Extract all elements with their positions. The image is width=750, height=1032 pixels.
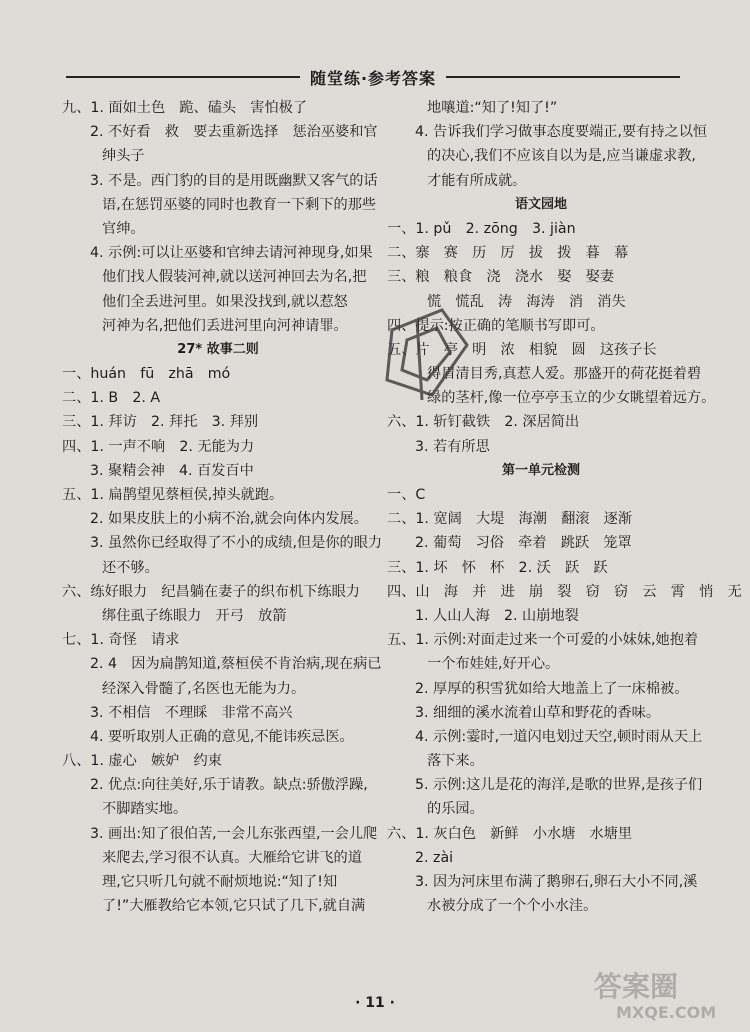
answer-line: 得眉清目秀,真惹人爱。那盛开的荷花挺着碧 — [427, 366, 702, 383]
answer-line: 二、1. B 2. A — [62, 390, 161, 407]
header-rule-right — [446, 76, 680, 78]
answer-line: 2. zài — [415, 849, 454, 866]
section-heading: 第一单元检测 — [501, 462, 580, 478]
section-heading: 27* 故事二则 — [177, 341, 259, 357]
answer-line: 一个布娃娃,好开心。 — [427, 656, 560, 673]
answer-line: 一、1. pǔ 2. zōng 3. jiàn — [387, 220, 576, 237]
answer-line: 落下来。 — [427, 753, 484, 770]
page-number: · 11 · — [355, 995, 395, 1011]
watermark-url: MXQE.COM — [616, 1003, 717, 1022]
answer-line: 5. 示例:这儿是花的海洋,是歌的世界,是孩子们 — [415, 777, 703, 794]
answer-line: 绑住虱子练眼力 开弓 放箭 — [102, 607, 287, 624]
header-rule-left — [66, 76, 300, 78]
answer-line: 2. 不好看 救 要去重新选择 惩治巫婆和官 — [90, 124, 378, 141]
right-column — [387, 96, 742, 918]
answer-line: 他们全丢进河里。如果没找到,就以惹怒 — [102, 293, 348, 310]
answer-line: 六、练好眼力 纪昌躺在妻子的织布机下练眼力 — [62, 583, 360, 600]
answer-line: 来爬去,学习很不认真。大雁给它讲飞的道 — [102, 849, 362, 866]
answer-line: 六、1. 斩钉截铁 2. 深居简出 — [387, 414, 580, 431]
answer-line: 五、1. 扁鹊望见蔡桓侯,掉头就跑。 — [62, 487, 284, 503]
answer-line: 他们找人假装河神,就以送河神回去为名,把 — [102, 269, 367, 286]
answer-line: 二、寨 赛 历 厉 拔 拨 暮 幕 — [387, 245, 629, 262]
answer-line: 的乐园。 — [427, 801, 484, 818]
answer-line: 2. 优点:向往美好,乐于请教。缺点:骄傲浮躁, — [90, 777, 368, 794]
answer-line: 四、山 海 并 进 崩 裂 窃 窃 云 霄 悄 无 — [387, 583, 742, 600]
answer-line: 3. 画出:知了很伯苦,一会儿东张西望,一会儿爬 — [90, 825, 378, 842]
answer-line: 3. 细细的溪水流着山草和野花的香味。 — [415, 704, 661, 721]
answer-line: 2. 4 因为扁鹊知道,蔡桓侯不肯治病,现在病已 — [90, 656, 382, 673]
watermark-logo-icon — [586, 962, 736, 1022]
answer-line: 语,在惩罚巫婆的同时也教育一下剩下的那些 — [102, 196, 377, 213]
answer-line: 4. 示例:可以让巫婆和官绅去请河神现身,如果 — [90, 245, 373, 262]
answer-line: 3. 聚精会神 4. 百发百中 — [90, 462, 254, 479]
answer-line: 三、粮 粮食 浇 浇水 娶 娶妻 — [387, 269, 615, 286]
answer-line: 2. 厚厚的积雪犹如给大地盖上了一床棉被。 — [415, 680, 689, 697]
answer-line: 水被分成了一个个小水洼。 — [427, 898, 598, 915]
answer-line: 3. 不相信 不理睬 非常不高兴 — [90, 704, 293, 721]
answer-line: 4. 示例:霎时,一道闪电划过天空,顿时雨从天上 — [415, 728, 703, 745]
answer-line: 六、1. 灰白色 新鲜 小水塘 水塘里 — [387, 825, 633, 842]
answer-line: 还不够。 — [102, 559, 159, 576]
answer-line: 不脚踏实地。 — [102, 801, 188, 818]
answer-line: 官绅。 — [102, 220, 145, 237]
answer-line: 绅头子 — [102, 148, 145, 165]
watermark-text: 答案圈 — [594, 970, 679, 1003]
answer-line: 四、1. 一声不响 2. 无能为力 — [62, 438, 255, 455]
answer-line: 理,它只听几句就不耐烦地说:“知了!知 — [102, 874, 338, 890]
answer-line: 地嚷道:“知了!知了!” — [427, 100, 558, 116]
answer-line: 八、1. 虚心 嫉妒 约束 — [62, 753, 222, 770]
answer-line: 经深入骨髓了,名医也无能为力。 — [102, 680, 306, 697]
answer-line: 3. 不是。西门豹的目的是用既幽默又客气的话 — [90, 172, 378, 189]
answer-line: 了!”大雁教给它本领,它只试了几下,就自满 — [102, 898, 366, 915]
answer-line: 一、C — [387, 487, 426, 503]
answer-line: 五、片 亭 明 浓 相貌 圆 这孩子长 — [387, 341, 657, 358]
answer-line: 三、1. 坏 怀 杯 2. 沃 跃 跃 — [387, 559, 608, 576]
answer-line: 3. 因为河床里布满了鹅卵石,卵石大小不同,溪 — [415, 874, 698, 890]
header-title: 随堂练·参考答案 — [309, 68, 437, 88]
answer-line: 2. 葡萄 习俗 牵着 跳跃 笼罩 — [415, 535, 632, 552]
answer-line: 五、1. 示例:对面走过来一个可爱的小妹妹,她抱着 — [387, 632, 699, 649]
answer-line: 2. 如果皮肤上的小病不治,就会向体内发展。 — [90, 511, 368, 528]
answer-line: 一、huán fū zhā mó — [62, 366, 231, 383]
answer-line: 3. 若有所思 — [415, 438, 490, 455]
answer-line: 慌 慌乱 涛 海涛 消 消失 — [427, 293, 626, 310]
answer-line: 河神为名,把他们丢进河里向河神请罪。 — [102, 317, 348, 334]
answer-line: 的决心,我们不应该自以为是,应当谦虚求教, — [427, 148, 696, 165]
answer-line: 二、1. 宽阔 大堤 海潮 翻滚 逐渐 — [387, 511, 633, 528]
answer-line: 三、1. 拜访 2. 拜托 3. 拜别 — [62, 414, 259, 431]
section-heading: 语文园地 — [514, 196, 567, 212]
answer-line: 4. 要听取别人正确的意见,不能讳疾忌医。 — [90, 728, 354, 745]
answer-line: 四、提示:按正确的笔顺书写即可。 — [387, 317, 605, 334]
stamp-mark-icon — [372, 300, 482, 410]
answer-line: 3. 虽然你已经取得了不小的成绩,但是你的眼力 — [90, 535, 383, 552]
answer-line: 4. 告诉我们学习做事态度要端正,要有持之以恒 — [415, 124, 708, 141]
page-header — [66, 62, 680, 92]
left-column — [62, 96, 383, 918]
answer-line: 九、1. 面如土色 跪、磕头 害怕极了 — [62, 100, 308, 116]
answer-line: 七、1. 奇怪 请求 — [62, 632, 180, 649]
answer-line: 1. 人山人海 2. 山崩地裂 — [415, 607, 579, 624]
answer-line: 才能有所成就。 — [427, 172, 527, 189]
answer-line: 绿的茎杆,像一位亭亭玉立的少女眺望着远方。 — [427, 390, 716, 407]
